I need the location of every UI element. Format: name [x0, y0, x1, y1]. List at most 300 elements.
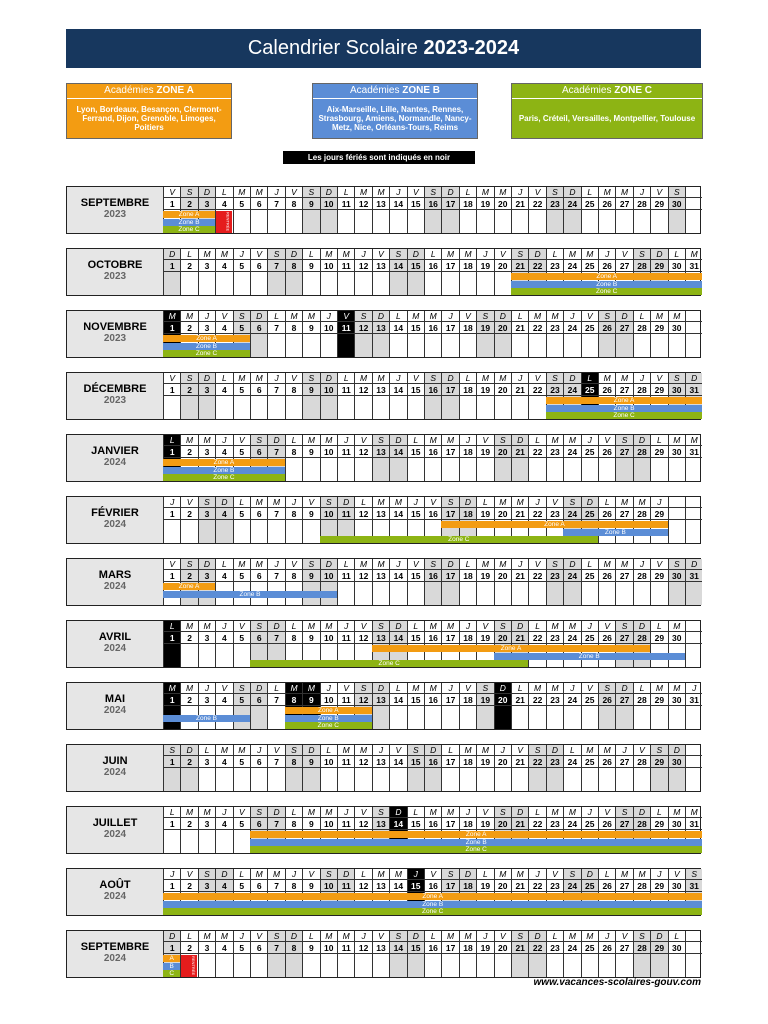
day-cell [320, 954, 337, 977]
day-number: 20 [494, 880, 511, 892]
day-number: 22 [528, 880, 545, 892]
day-number: 13 [372, 694, 389, 706]
weekday-letter: M [267, 497, 284, 508]
day-cell [354, 458, 371, 481]
day-number: 23 [546, 570, 563, 582]
weekday-letter: L [511, 311, 528, 322]
day-number: 29 [650, 570, 667, 582]
day-number [685, 632, 702, 644]
weekday-letter: V [407, 373, 424, 384]
month-year: 2024 [103, 829, 127, 840]
day-number: 15 [407, 260, 424, 272]
weekday-letter: M [441, 931, 458, 942]
day-number: 14 [389, 322, 406, 334]
day-cell [337, 396, 354, 419]
day-number: 25 [581, 384, 598, 396]
footer-url[interactable]: www.vacances-scolaires-gouv.com [533, 977, 701, 988]
day-cell [563, 706, 580, 729]
weekday-letter: M [581, 931, 598, 942]
day-number: 7 [267, 384, 284, 396]
weekday-letter: V [598, 435, 615, 446]
day-cell [198, 644, 215, 667]
vacation-bar-zone-a: Zone A [163, 211, 215, 218]
day-number: 6 [250, 632, 267, 644]
day-number: 7 [267, 446, 284, 458]
weekday-letter: M [215, 745, 232, 756]
weekday-letter: V [528, 559, 545, 570]
day-number: 15 [407, 384, 424, 396]
weekday-letter: S [546, 187, 563, 198]
weekday-letter: L [180, 931, 197, 942]
weekday-letter: S [563, 497, 580, 508]
weekday-letter: L [459, 373, 476, 384]
day-cell [511, 582, 528, 605]
day-number: 28 [633, 880, 650, 892]
day-number: 15 [407, 570, 424, 582]
day-number: 10 [320, 198, 337, 210]
day-number: 20 [494, 818, 511, 830]
vacation-bar-zone-a: Zone A [250, 831, 702, 838]
day-cell [320, 210, 337, 233]
weekday-letter: D [528, 931, 545, 942]
weekday-letter: S [372, 807, 389, 818]
day-number [685, 508, 702, 520]
day-number: 14 [389, 446, 406, 458]
day-number: 30 [668, 942, 685, 954]
day-number: 23 [546, 508, 563, 520]
day-cell [180, 520, 197, 543]
day-number: 6 [250, 694, 267, 706]
weekday-letter: M [685, 435, 702, 446]
day-cell [459, 210, 476, 233]
weekday-letter: D [198, 187, 215, 198]
month-label [67, 869, 163, 915]
day-number: 16 [424, 880, 441, 892]
day-number: 7 [267, 508, 284, 520]
day-cell [650, 582, 667, 605]
day-number: 19 [476, 322, 493, 334]
weekday-letter: J [250, 745, 267, 756]
day-number: 29 [650, 694, 667, 706]
weekday-letter: M [180, 621, 197, 632]
day-number: 3 [198, 942, 215, 954]
weekday-letter: L [407, 621, 424, 632]
day-number: 8 [285, 942, 302, 954]
weekday-letter: L [528, 621, 545, 632]
day-number: 31 [685, 818, 702, 830]
day-cell [459, 954, 476, 977]
weekday-letter: S [546, 373, 563, 384]
weekday-letter: D [546, 745, 563, 756]
day-number: 4 [215, 198, 232, 210]
weekday-letter: L [581, 373, 598, 384]
day-cell [459, 582, 476, 605]
weekday-letter: D [685, 373, 702, 384]
day-cell [389, 458, 406, 481]
day-cell [563, 768, 580, 791]
day-number: 24 [563, 384, 580, 396]
weekday-letter: S [198, 869, 215, 880]
weekday-letter: M [250, 559, 267, 570]
weekday-letter: D [511, 807, 528, 818]
day-number: 12 [354, 632, 371, 644]
month-name: AVRIL [98, 631, 132, 643]
day-cell [250, 210, 267, 233]
weekday-letter: D [267, 435, 284, 446]
day-cell [233, 396, 250, 419]
day-cell [685, 334, 702, 357]
weekday-letter: M [302, 311, 319, 322]
day-cell [267, 272, 284, 295]
weekday-letter: V [511, 745, 528, 756]
weekday-letter: J [163, 869, 180, 880]
weekday-letter: M [180, 311, 197, 322]
day-number: 28 [633, 322, 650, 334]
day-cell [285, 520, 302, 543]
weekday-letter: J [528, 497, 545, 508]
weekday-letter: M [233, 745, 250, 756]
day-number: 9 [302, 446, 319, 458]
day-number: 6 [250, 570, 267, 582]
weekday-letter: D [563, 559, 580, 570]
day-number [685, 942, 702, 954]
day-number: 21 [511, 446, 528, 458]
day-number: 14 [389, 818, 406, 830]
month-name: JUILLET [92, 817, 138, 829]
vacation-bar-zone-c: C [163, 970, 180, 977]
weekday-letter: L [267, 311, 284, 322]
day-cell [668, 520, 685, 543]
day-cell [441, 706, 458, 729]
day-cell [233, 272, 250, 295]
weekday-letter: S [668, 187, 685, 198]
day-number: 17 [441, 508, 458, 520]
day-cell [198, 768, 215, 791]
weekday-letter [685, 621, 702, 632]
month-name: SEPTEMBRE [80, 197, 150, 209]
day-cell [563, 582, 580, 605]
day-number: 19 [476, 818, 493, 830]
weekday-letter: D [581, 497, 598, 508]
vacation-bar-zone-a: Zone A [441, 521, 667, 528]
day-number: 1 [163, 818, 180, 830]
day-cell [198, 954, 215, 977]
day-number: 23 [546, 880, 563, 892]
day-number: 8 [285, 508, 302, 520]
weekday-letter: L [424, 249, 441, 260]
month-name: NOVEMBRE [83, 321, 147, 333]
weekday-letter: V [233, 807, 250, 818]
day-number: 17 [441, 942, 458, 954]
weekday-letter: M [372, 559, 389, 570]
day-number: 25 [581, 756, 598, 768]
zone-c-prefix: Académies [561, 85, 612, 96]
day-cell [615, 458, 632, 481]
weekday-letter: S [598, 311, 615, 322]
weekday-letter: M [546, 683, 563, 694]
weekday-letter: J [459, 807, 476, 818]
month-label [67, 931, 163, 977]
day-cell [267, 396, 284, 419]
weekday-letter: M [511, 869, 528, 880]
weekday-letter: V [528, 373, 545, 384]
day-cell [233, 830, 250, 853]
vacation-bar-zone-b: Zone B [494, 653, 685, 660]
day-number: 9 [302, 322, 319, 334]
day-cell [372, 210, 389, 233]
weekday-letter: M [424, 311, 441, 322]
day-cell [494, 582, 511, 605]
day-number: 22 [528, 632, 545, 644]
day-number: 15 [407, 446, 424, 458]
day-cell [511, 706, 528, 729]
weekday-letter: D [215, 869, 232, 880]
day-cell [424, 954, 441, 977]
weekday-letter: D [267, 807, 284, 818]
month-name: DÉCEMBRE [83, 383, 147, 395]
weekday-letter: D [285, 249, 302, 260]
month-block [66, 434, 701, 482]
day-number: 6 [250, 446, 267, 458]
day-number: 6 [250, 942, 267, 954]
day-number: 7 [267, 756, 284, 768]
weekday-letter: L [215, 373, 232, 384]
day-cell [441, 272, 458, 295]
day-cell [650, 210, 667, 233]
day-cell [285, 458, 302, 481]
day-cell [198, 272, 215, 295]
day-cell [250, 954, 267, 977]
day-number: 20 [494, 260, 511, 272]
weekday-letter: M [668, 311, 685, 322]
vacation-bar-zone-b: Zone B [163, 467, 285, 474]
day-number: 28 [633, 198, 650, 210]
day-number: 13 [372, 198, 389, 210]
weekday-letter: V [650, 559, 667, 570]
day-cell [650, 706, 667, 729]
day-cell [615, 582, 632, 605]
vacation-bar-zone-c: Zone C [163, 474, 285, 481]
day-number: 22 [528, 446, 545, 458]
day-number: 26 [598, 508, 615, 520]
month-block [66, 186, 701, 234]
day-cell [302, 334, 319, 357]
weekday-letter: M [668, 621, 685, 632]
vacation-bar-zone-c: Zone C [163, 908, 702, 915]
day-cell [546, 334, 563, 357]
day-number: 1 [163, 446, 180, 458]
day-cell [633, 768, 650, 791]
weekday-letter: S [180, 373, 197, 384]
day-cell [528, 396, 545, 419]
weekday-letter: M [546, 435, 563, 446]
weekday-letter: M [250, 869, 267, 880]
weekday-letter: M [389, 869, 406, 880]
weekday-letter: M [407, 683, 424, 694]
weekday-letter: M [320, 435, 337, 446]
month-block [66, 248, 701, 296]
day-number: 22 [528, 694, 545, 706]
day-number: 9 [302, 880, 319, 892]
weekday-letter: S [424, 559, 441, 570]
day-cell [372, 396, 389, 419]
weekday-letter: V [233, 621, 250, 632]
weekday-letter: D [372, 683, 389, 694]
day-number: 5 [233, 322, 250, 334]
day-cell [668, 458, 685, 481]
day-number: 28 [633, 632, 650, 644]
weekday-letter: J [233, 931, 250, 942]
day-number: 21 [511, 260, 528, 272]
day-number: 10 [320, 942, 337, 954]
day-number: 1 [163, 198, 180, 210]
weekday-letter: L [285, 435, 302, 446]
day-cell [163, 830, 180, 853]
weekday-letter: J [685, 683, 702, 694]
weekday-letter: M [615, 373, 632, 384]
day-number: 28 [633, 818, 650, 830]
day-cell [198, 520, 215, 543]
day-number: 24 [563, 756, 580, 768]
weekday-letter: V [285, 559, 302, 570]
day-number: 16 [424, 942, 441, 954]
day-cell [650, 954, 667, 977]
zone-a-prefix: Académies [104, 85, 154, 96]
day-number: 12 [354, 322, 371, 334]
day-cell [337, 272, 354, 295]
weekday-letter: M [389, 497, 406, 508]
day-cell [633, 210, 650, 233]
day-cell [320, 334, 337, 357]
weekday-letter: J [389, 373, 406, 384]
weekday-letter: V [476, 807, 493, 818]
weekday-letter: J [563, 311, 580, 322]
day-number: 24 [563, 260, 580, 272]
day-cell [302, 210, 319, 233]
month-block [66, 744, 701, 792]
day-number: 3 [198, 508, 215, 520]
day-number: 15 [407, 756, 424, 768]
day-cell [267, 210, 284, 233]
weekday-letter: J [267, 373, 284, 384]
day-cell [389, 582, 406, 605]
title-years: 2023-2024 [423, 37, 520, 59]
weekday-letter: D [267, 621, 284, 632]
day-number: 18 [459, 632, 476, 644]
weekday-letter: M [685, 249, 702, 260]
weekday-letter: J [459, 621, 476, 632]
day-number: 26 [598, 322, 615, 334]
month-year: 2024 [103, 457, 127, 468]
day-number: 2 [180, 384, 197, 396]
day-cell [441, 210, 458, 233]
day-number: 5 [233, 942, 250, 954]
day-number: 27 [615, 632, 632, 644]
zone-c-name: ZONE C [614, 85, 653, 96]
weekday-letter: M [633, 869, 650, 880]
day-number: 2 [180, 632, 197, 644]
day-number: 8 [285, 632, 302, 644]
day-cell [459, 458, 476, 481]
day-number: 1 [163, 508, 180, 520]
vacation-bar-zone-b: B [163, 963, 180, 970]
vacation-bar-zone-a: Zone A [163, 893, 702, 900]
weekday-letter: D [459, 497, 476, 508]
day-number: 2 [180, 322, 197, 334]
day-number: 21 [511, 880, 528, 892]
day-number: 12 [354, 508, 371, 520]
day-cell [546, 706, 563, 729]
weekday-letter: M [441, 249, 458, 260]
weekday-letter: V [354, 435, 371, 446]
day-number: 16 [424, 818, 441, 830]
day-cell [180, 396, 197, 419]
day-cell [233, 520, 250, 543]
day-cell [354, 954, 371, 977]
weekday-letter: L [163, 621, 180, 632]
day-number: 3 [198, 198, 215, 210]
weekday-letter: M [320, 621, 337, 632]
day-number: 10 [320, 694, 337, 706]
weekday-letter: S [389, 931, 406, 942]
day-number: 29 [650, 322, 667, 334]
vacation-bar-zone-b: Zone B [163, 715, 250, 722]
weekday-letter: J [198, 683, 215, 694]
weekday-letter: S [615, 807, 632, 818]
day-number: 2 [180, 198, 197, 210]
day-number: 3 [198, 756, 215, 768]
weekday-letter: S [615, 435, 632, 446]
weekday-letter: D [215, 497, 232, 508]
day-number: 11 [337, 570, 354, 582]
day-cell [285, 396, 302, 419]
day-number: 11 [337, 322, 354, 334]
day-number: 16 [424, 632, 441, 644]
day-number: 12 [354, 446, 371, 458]
weekday-letter: J [337, 621, 354, 632]
day-number: 18 [459, 384, 476, 396]
day-number: 2 [180, 818, 197, 830]
weekday-letter: M [320, 249, 337, 260]
weekday-letter: L [546, 931, 563, 942]
month-year: 2023 [103, 333, 127, 344]
month-block [66, 558, 701, 606]
day-cell [581, 954, 598, 977]
weekday-letter: M [424, 621, 441, 632]
day-number: 5 [233, 632, 250, 644]
day-cell [250, 396, 267, 419]
day-cell [354, 396, 371, 419]
day-cell [215, 272, 232, 295]
day-cell [180, 644, 197, 667]
weekday-letter: J [459, 435, 476, 446]
month-year: 2023 [103, 395, 127, 406]
day-number: 14 [389, 694, 406, 706]
day-cell [389, 210, 406, 233]
vacation-bar-zone-b: Zone B [163, 591, 337, 598]
title-prefix: Calendrier Scolaire [247, 37, 418, 59]
weekday-letter: S [615, 621, 632, 632]
weekday-letter: S [476, 311, 493, 322]
weekday-letter: J [615, 745, 632, 756]
day-number: 25 [581, 260, 598, 272]
day-number: 18 [459, 756, 476, 768]
day-cell [407, 396, 424, 419]
day-cell [302, 272, 319, 295]
vacation-bar-zone-c: Zone C [163, 350, 250, 357]
vacation-bar-zone-a: Zone A [163, 583, 215, 590]
day-number: 17 [441, 818, 458, 830]
